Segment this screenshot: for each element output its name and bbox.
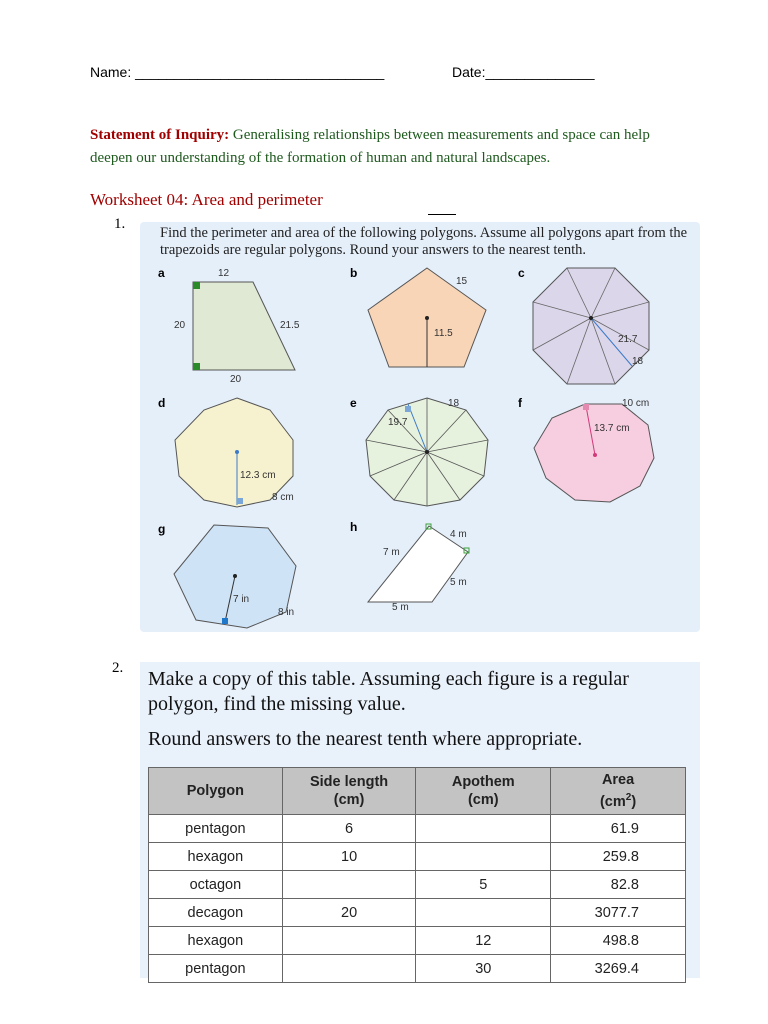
center-dot [425,316,429,320]
figure-h-bottom: 5 m [392,602,409,613]
question-2-number: 2. [112,660,124,676]
cell-apothem: 12 [416,927,551,955]
figure-g-label: g [158,522,166,536]
header-polygon: Polygon [149,768,283,815]
cell-polygon: pentagon [149,815,283,843]
figure-e [350,396,488,506]
cell-area: 3269.4 [551,955,686,983]
figure-h-right: 5 m [450,577,467,588]
cell-apothem [416,899,551,927]
cell-area: 61.9 [551,815,686,843]
cell-area: 498.8 [551,927,686,955]
figure-b-apothem: 11.5 [434,328,453,339]
inquiry-text: Generalising relationships between measurements and space can help deepen our understanding of the formation of human and natural landscapes. [90,127,650,166]
nonagon-d-shape [175,398,293,507]
cell-side [282,955,416,983]
header-side-length: Side length (cm) [282,768,416,815]
cell-polygon: octagon [149,871,283,899]
right-angle-marker [583,404,589,410]
date-label: Date: [452,64,486,80]
figure-e-apothem: 19.7 [388,417,408,428]
cell-polygon: hexagon [149,843,283,871]
figure-g-apothem: 7 in [233,594,250,605]
center-dot [233,574,237,578]
figure-h-label: h [350,520,358,534]
figure-g [158,522,296,628]
figure-d-apothem: 12.3 cm [240,470,276,481]
table-row [149,955,686,983]
figure-b-side: 15 [456,276,468,287]
figure-d [158,396,294,507]
cell-side: 6 [282,815,416,843]
cell-apothem [416,815,551,843]
center-dot [589,316,593,320]
worksheet-title: Worksheet 04: Area and perimeter [90,190,323,209]
question-1-text: Find the perimeter and area of the following polygons. Assume all polygons apart from the trapezoids are regular polygons. Round your answers to the nearest tenth. [160,225,688,258]
right-angle-marker [193,282,200,289]
cell-side [282,871,416,899]
header-area: Area $(cm^2)$ [551,768,686,815]
question-1-number: 1. [114,216,126,232]
figure-e-label: e [350,396,357,410]
question-2-line-1: Make a copy of this table. Assuming each figure is a regular polygon, find the missing value. [148,668,629,715]
figure-h [350,520,469,613]
figure-f-side: 10 cm [622,398,650,409]
figure-b-label: b [350,266,358,280]
cell-side: 10 [282,843,416,871]
cell-area: 3077.7 [551,899,686,927]
header-apothem: Apothem (cm) [416,768,551,815]
figure-c-radius: 21.7 [618,334,638,345]
figure-h-top: 4 m [450,529,467,540]
figure-c-label: c [518,266,525,280]
figure-f [518,396,654,502]
table-row [149,815,686,843]
question-2-text [148,667,688,752]
cell-polygon: pentagon [149,955,283,983]
polygon-table [148,767,686,983]
center-dot [593,453,597,457]
center-dot [235,450,239,454]
table-row [149,899,686,927]
figure-a-label: a [158,266,165,280]
figure-g-side: 8 in [278,607,295,618]
name-label: Name: [90,64,132,80]
right-angle-marker [193,363,200,370]
figure-f-apothem: 13.7 cm [594,423,630,434]
right-angle-marker [222,618,228,624]
figure-d-label: d [158,396,166,410]
figure-a [158,266,300,385]
figure-a-right: 21.5 [280,320,300,331]
right-angle-marker [405,406,411,412]
table-row [149,927,686,955]
question-2-line-2: Round answers to the nearest tenth where appropriate. [148,728,583,750]
cell-apothem [416,843,551,871]
cell-apothem: 5 [416,871,551,899]
figure-a-bottom: 20 [230,374,242,385]
table-row [149,871,686,899]
figure-f-label: f [518,396,522,410]
figure-c [518,266,649,384]
cell-side [282,927,416,955]
cell-polygon: decagon [149,899,283,927]
nonagon-f-shape [534,404,654,502]
name-blank: ________________________________ [135,64,385,80]
figure-a-top: 12 [218,268,230,279]
figure-c-side: 18 [632,356,644,367]
center-dot [425,450,429,454]
inquiry-label: Statement of Inquiry: [90,127,230,143]
date-blank: ______________ [485,64,595,80]
figure-h-left: 7 m [383,547,400,558]
figure-b [350,266,486,367]
figure-d-side: 8 cm [272,492,294,503]
table-row [149,843,686,871]
right-angle-marker [237,498,243,504]
table-header-row [149,768,686,815]
cell-apothem: 30 [416,955,551,983]
figure-a-left: 20 [174,320,186,331]
cell-side: 20 [282,899,416,927]
cell-area: 82.8 [551,871,686,899]
cell-area: 259.8 [551,843,686,871]
cell-polygon: hexagon [149,927,283,955]
figure-e-side: 18 [448,398,460,409]
